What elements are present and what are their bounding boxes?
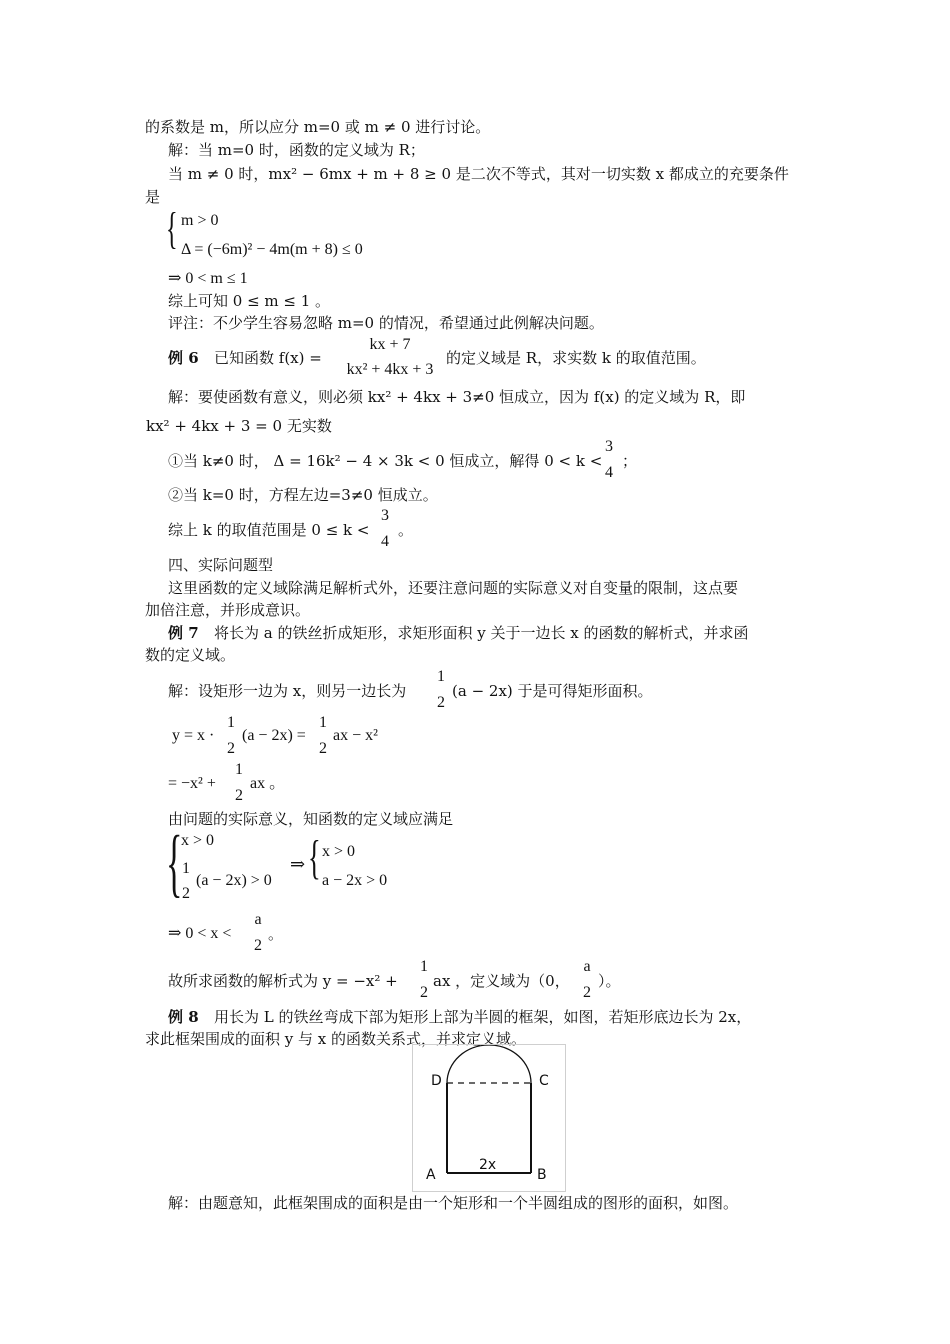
text-line: 求此框架围成的面积 y 与 x 的函数关系式，并求定义域。 — [145, 1030, 527, 1048]
math-line: (a − 2x) > 0 — [196, 872, 272, 889]
math-line: Δ = (−6m)² − 4m(m + 8) ≤ 0 — [181, 241, 363, 258]
text-line: 解：要使函数有意义，则必须 kx² + 4kx + 3≠0 恒成立，因为 f(x) 的定义域为 R，即 — [168, 388, 746, 406]
text-line: kx² + 4kx + 3 = 0 无实数 — [146, 417, 332, 435]
math-line: ⇒ 0 < x < — [168, 925, 232, 942]
label-C: C — [539, 1073, 549, 1089]
label-A: A — [426, 1167, 436, 1183]
fraction-numerator: 1 — [437, 668, 445, 685]
text-line: 解：当 m=0 时，函数的定义域为 R； — [168, 141, 425, 159]
semicircle-arc — [447, 1045, 531, 1083]
label-B: B — [537, 1167, 547, 1183]
math-line: ax 。 — [250, 775, 286, 792]
text-line: 的系数是 m，所以应分 m=0 或 m ≠ 0 进行讨论。 — [145, 118, 491, 136]
text-line: 解：由题意知，此框架围成的面积是由一个矩形和一个半圆组成的图形的面积，如图。 — [168, 1194, 739, 1212]
fraction-denominator: 2 — [437, 694, 445, 711]
text-line: 综上 k 的取值范围是 0 ≤ k < — [168, 521, 370, 539]
example-label: 例 6 — [168, 349, 199, 367]
label-D: D — [431, 1073, 442, 1089]
label-2x: 2x — [479, 1157, 497, 1173]
text-line: ②当 k=0 时，方程左边=3≠0 恒成立。 — [168, 486, 438, 504]
fraction-numerator: 1 — [227, 714, 235, 731]
math-line: (a − 2x) = — [242, 727, 306, 744]
text-line: 用长为 L 的铁丝弯成下部为矩形上部为半圆的框架，如图，若矩形底边长为 2x， — [214, 1008, 752, 1026]
text-line: (a − 2x) 于是可得矩形面积。 — [452, 682, 653, 700]
math-line: y = x · — [172, 727, 215, 744]
text-line: 解：设矩形一边为 x，则另一边长为 — [168, 682, 407, 700]
text-line: 评注：不少学生容易忽略 m=0 的情况，希望通过此例解决问题。 — [168, 314, 604, 332]
fraction-numerator: kx + 7 — [369, 336, 411, 353]
fraction-numerator: 1 — [319, 714, 327, 731]
fraction-numerator: 1 — [420, 958, 428, 975]
text-line: 数的定义域。 — [145, 646, 236, 664]
text-line: ）。 — [598, 972, 621, 990]
math-line: = −x² + — [168, 775, 216, 792]
fraction-denominator: 2 — [319, 740, 327, 757]
fraction-denominator: 2 — [583, 984, 591, 1001]
text-line: ； — [622, 452, 638, 470]
frame-figure — [412, 1044, 566, 1192]
text-line: 由问题的实际意义，知函数的定义域应满足 — [168, 810, 454, 828]
math-line: m > 0 — [181, 212, 219, 229]
fraction-denominator: 2 — [420, 984, 428, 1001]
text-line: 当 m ≠ 0 时，mx² − 6mx + m + 8 ≥ 0 是二次不等式，其对一切实数 x 都成立的充要条件 — [168, 165, 789, 183]
text-line: 这里函数的定义域除满足解析式外，还要注意问题的实际意义对自变量的限制，这点要 — [168, 579, 739, 597]
fraction-numerator: a — [583, 958, 591, 975]
math-line: a − 2x > 0 — [322, 872, 388, 889]
implies-arrow: ⇒ — [290, 854, 306, 874]
fraction-numerator: a — [254, 911, 262, 928]
fraction-denominator: 2 — [235, 787, 243, 804]
text-line: ①当 k≠0 时， Δ = 16k² − 4 × 3k < 0 恒成立，解得 0 < k < — [168, 452, 603, 470]
math-line: x > 0 — [181, 832, 215, 849]
section-heading: 四、实际问题型 — [168, 556, 274, 574]
example-label: 例 8 — [168, 1008, 199, 1026]
text-line: ax ，定义域为（0， — [433, 972, 570, 990]
fraction-numerator: 1 — [182, 860, 190, 877]
text-line: 将长为 a 的铁丝折成矩形，求矩形面积 y 关于一边长 x 的函数的解析式，并求函 — [214, 624, 749, 642]
fraction-denominator: 2 — [227, 740, 235, 757]
example-label: 例 7 — [168, 624, 199, 642]
text-line: 已知函数 f(x) = — [214, 349, 322, 367]
left-brace: { — [308, 831, 321, 884]
text-line: 综上可知 0 ≤ m ≤ 1 。 — [168, 292, 331, 310]
fraction-numerator: 1 — [235, 761, 243, 778]
text-line: 加倍注意，并形成意识。 — [145, 601, 311, 619]
fraction-denominator: 2 — [182, 885, 190, 902]
fraction-denominator: 4 — [381, 533, 389, 550]
frame-diagram — [413, 1045, 565, 1191]
fraction-numerator: 3 — [381, 507, 389, 524]
math-line: ax − x² — [333, 727, 378, 744]
fraction-numerator: 3 — [605, 438, 613, 455]
fraction-denominator: 2 — [254, 937, 262, 954]
text-line: 。 — [268, 925, 284, 943]
math-line: x > 0 — [322, 843, 356, 860]
text-line: 的定义域是 R，求实数 k 的取值范围。 — [446, 349, 706, 367]
left-brace: { — [166, 204, 178, 253]
text-line: 故所求函数的解析式为 y = −x² + — [168, 972, 398, 990]
fraction-denominator: kx² + 4kx + 3 — [346, 361, 434, 378]
math-line: ⇒ 0 < m ≤ 1 — [168, 270, 248, 287]
text-line: 。 — [398, 521, 414, 539]
text-line: 是 — [145, 188, 161, 206]
fraction-denominator: 4 — [605, 464, 613, 481]
left-brace: { — [166, 821, 183, 905]
